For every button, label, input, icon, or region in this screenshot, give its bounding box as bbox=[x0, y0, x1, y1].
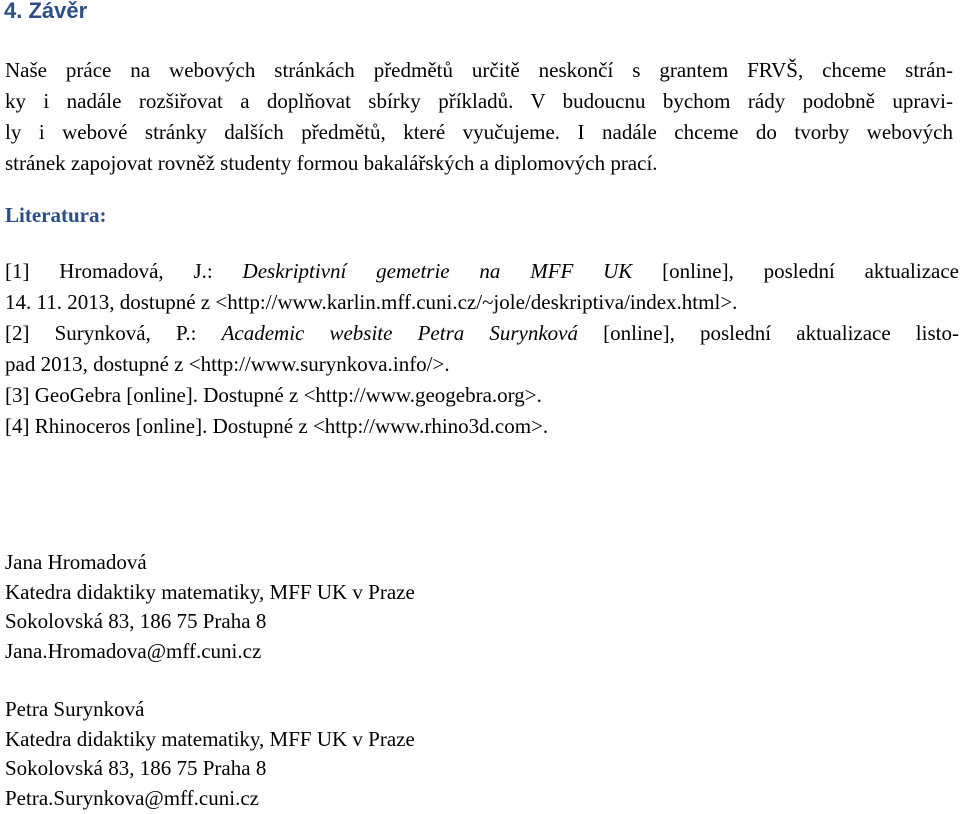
author-address: Sokolovská 83, 186 75 Praha 8 bbox=[5, 756, 267, 780]
reference-list bbox=[5, 256, 959, 442]
author-email: Jana.Hromadova@mff.cuni.cz bbox=[5, 638, 262, 663]
reference-separator: : bbox=[206, 259, 243, 283]
author-email: Petra.Surynkova@mff.cuni.cz bbox=[5, 785, 259, 810]
conclusion-line: ky i nadále rozšiřovat a doplňovat sbírky příkladů. V budoucnu bychom rády podobně upravi- bbox=[5, 89, 953, 113]
reference-number: [4] bbox=[5, 414, 30, 438]
reference-item bbox=[5, 411, 959, 442]
conclusion-line: Naše práce na webových stránkách předmětů určitě neskončí s grantem FRVŠ, chceme strán- bbox=[5, 58, 953, 82]
section-heading: 4. Závěr bbox=[4, 0, 88, 23]
author-name: Jana Hromadová bbox=[5, 550, 147, 574]
reference-separator: : bbox=[190, 321, 222, 345]
author-address: Sokolovská 83, 186 75 Praha 8 bbox=[5, 609, 267, 633]
author-block bbox=[5, 548, 705, 666]
conclusion-line: stránek zapojovat rovněž studenty formou bakalářských a diplomových prací. bbox=[5, 151, 658, 175]
reference-detail: [online], poslední aktualizace listo- bbox=[578, 321, 959, 345]
reference-title: Deskriptivní gemetrie na MFF UK bbox=[242, 259, 633, 283]
reference-number: [2] bbox=[5, 321, 30, 345]
conclusion-line: ly i webové stránky dalších předmětů, které vyučujeme. I nadále chceme do tvorby webových bbox=[5, 120, 953, 144]
reference-author: Surynková, P. bbox=[54, 321, 191, 345]
reference-item bbox=[5, 318, 959, 349]
conclusion-paragraph bbox=[5, 55, 953, 179]
reference-text: GeoGebra [online]. Dostupné z <http://www.geogebra.org>. bbox=[34, 383, 542, 407]
reference-continuation: 14. 11. 2013, dostupné z <http://www.karlin.mff.cuni.cz/~jole/deskriptiva/index.html>. bbox=[5, 290, 738, 314]
author-name: Petra Surynková bbox=[5, 697, 145, 721]
reference-number: [3] bbox=[5, 383, 30, 407]
reference-item bbox=[5, 380, 959, 411]
reference-item bbox=[5, 256, 959, 287]
reference-detail: [online], poslední aktualizace bbox=[632, 259, 960, 283]
reference-text: Rhinoceros [online]. Dostupné z <http://www.rhino3d.com>. bbox=[34, 414, 549, 438]
reference-author: Hromadová, J. bbox=[59, 259, 207, 283]
author-block bbox=[5, 695, 705, 813]
reference-title: Academic website Petra Surynková bbox=[221, 321, 578, 345]
author-department: Katedra didaktiky matematiky, MFF UK v Praze bbox=[5, 579, 415, 604]
reference-number: [1] bbox=[5, 259, 30, 283]
author-department: Katedra didaktiky matematiky, MFF UK v Praze bbox=[5, 726, 415, 751]
reference-continuation: pad 2013, dostupné z <http://www.surynkova.info/>. bbox=[5, 352, 450, 376]
literature-title: Literatura: bbox=[5, 203, 107, 227]
